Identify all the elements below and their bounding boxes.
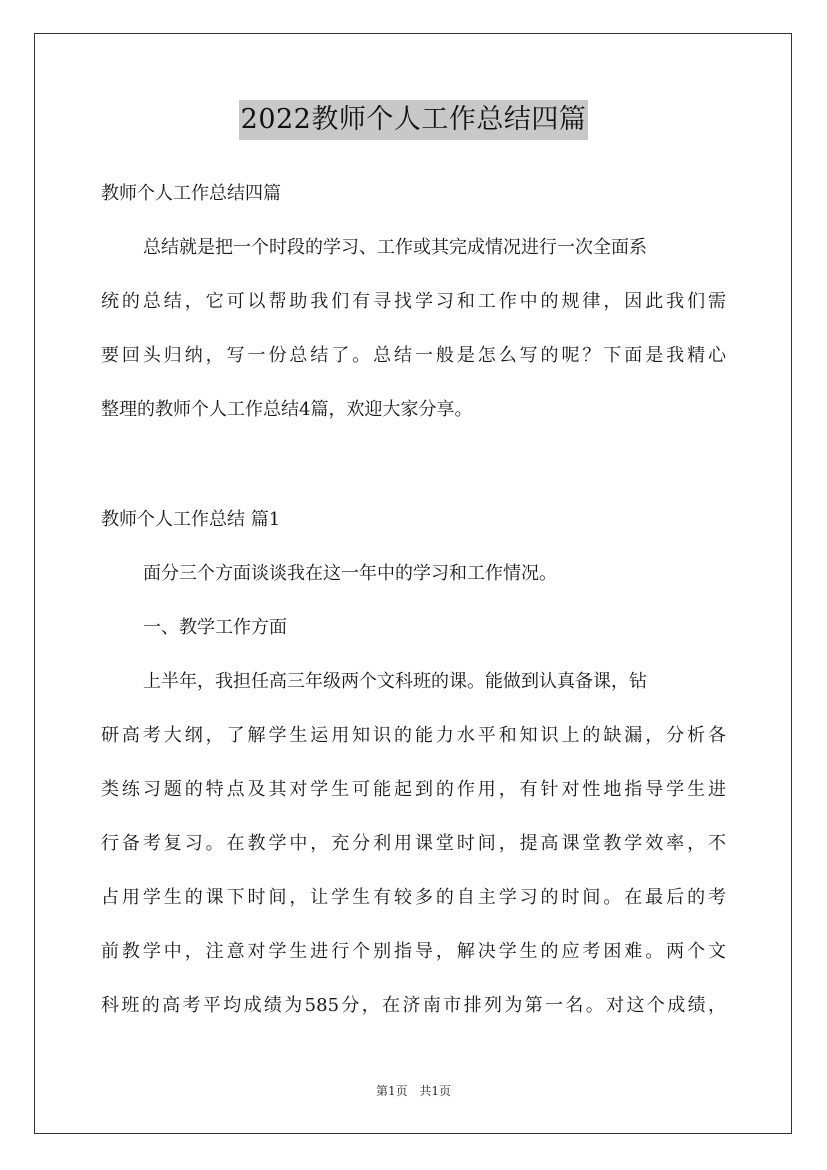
intro-line-1: 总结就是把一个时段的学习、工作或其完成情况进行一次全面系 — [143, 237, 647, 258]
body-line-4: 行备考复习。在教学中，充分利用课堂时间，提高课堂教学效率，不 — [101, 833, 726, 854]
document-subtitle: 教师个人工作总结四篇 — [101, 183, 281, 204]
body-line-7: 科班的高考平均成绩为585分，在济南市排列为第一名。对这个成绩， — [101, 995, 726, 1016]
page-number: 第1页 — [375, 1084, 408, 1098]
intro-line-3: 要回头归纳，写一份总结了。总结一般是怎么写的呢？下面是我精心 — [101, 345, 726, 366]
page-total: 共1页 — [419, 1084, 452, 1098]
body-line-6: 前教学中，注意对学生进行个别指导，解决学生的应考困难。两个文 — [101, 941, 726, 962]
subheading-teaching: 一、教学工作方面 — [143, 617, 287, 638]
page-footer — [0, 1082, 827, 1100]
section-heading: 教师个人工作总结 篇1 — [101, 509, 281, 530]
document-title: 2022教师个人工作总结四篇 — [239, 100, 589, 140]
body-line-2: 研高考大纲，了解学生运用知识的能力水平和知识上的缺漏，分析各 — [101, 725, 726, 746]
body-line-5: 占用学生的课下时间，让学生有较多的自主学习的时间。在最后的考 — [101, 887, 726, 908]
section-intro: 面分三个方面谈谈我在这一年中的学习和工作情况。 — [143, 563, 557, 584]
body-line-1: 上半年，我担任高三年级两个文科班的课。能做到认真备课，钻 — [143, 671, 647, 692]
intro-line-4: 整理的教师个人工作总结4篇，欢迎大家分享。 — [101, 399, 473, 420]
intro-line-2: 统的总结，它可以帮助我们有寻找学习和工作中的规律，因此我们需 — [101, 291, 726, 312]
body-line-3: 类练习题的特点及其对学生可能起到的作用，有针对性地指导学生进 — [101, 779, 726, 800]
title-wrapper — [0, 100, 827, 140]
